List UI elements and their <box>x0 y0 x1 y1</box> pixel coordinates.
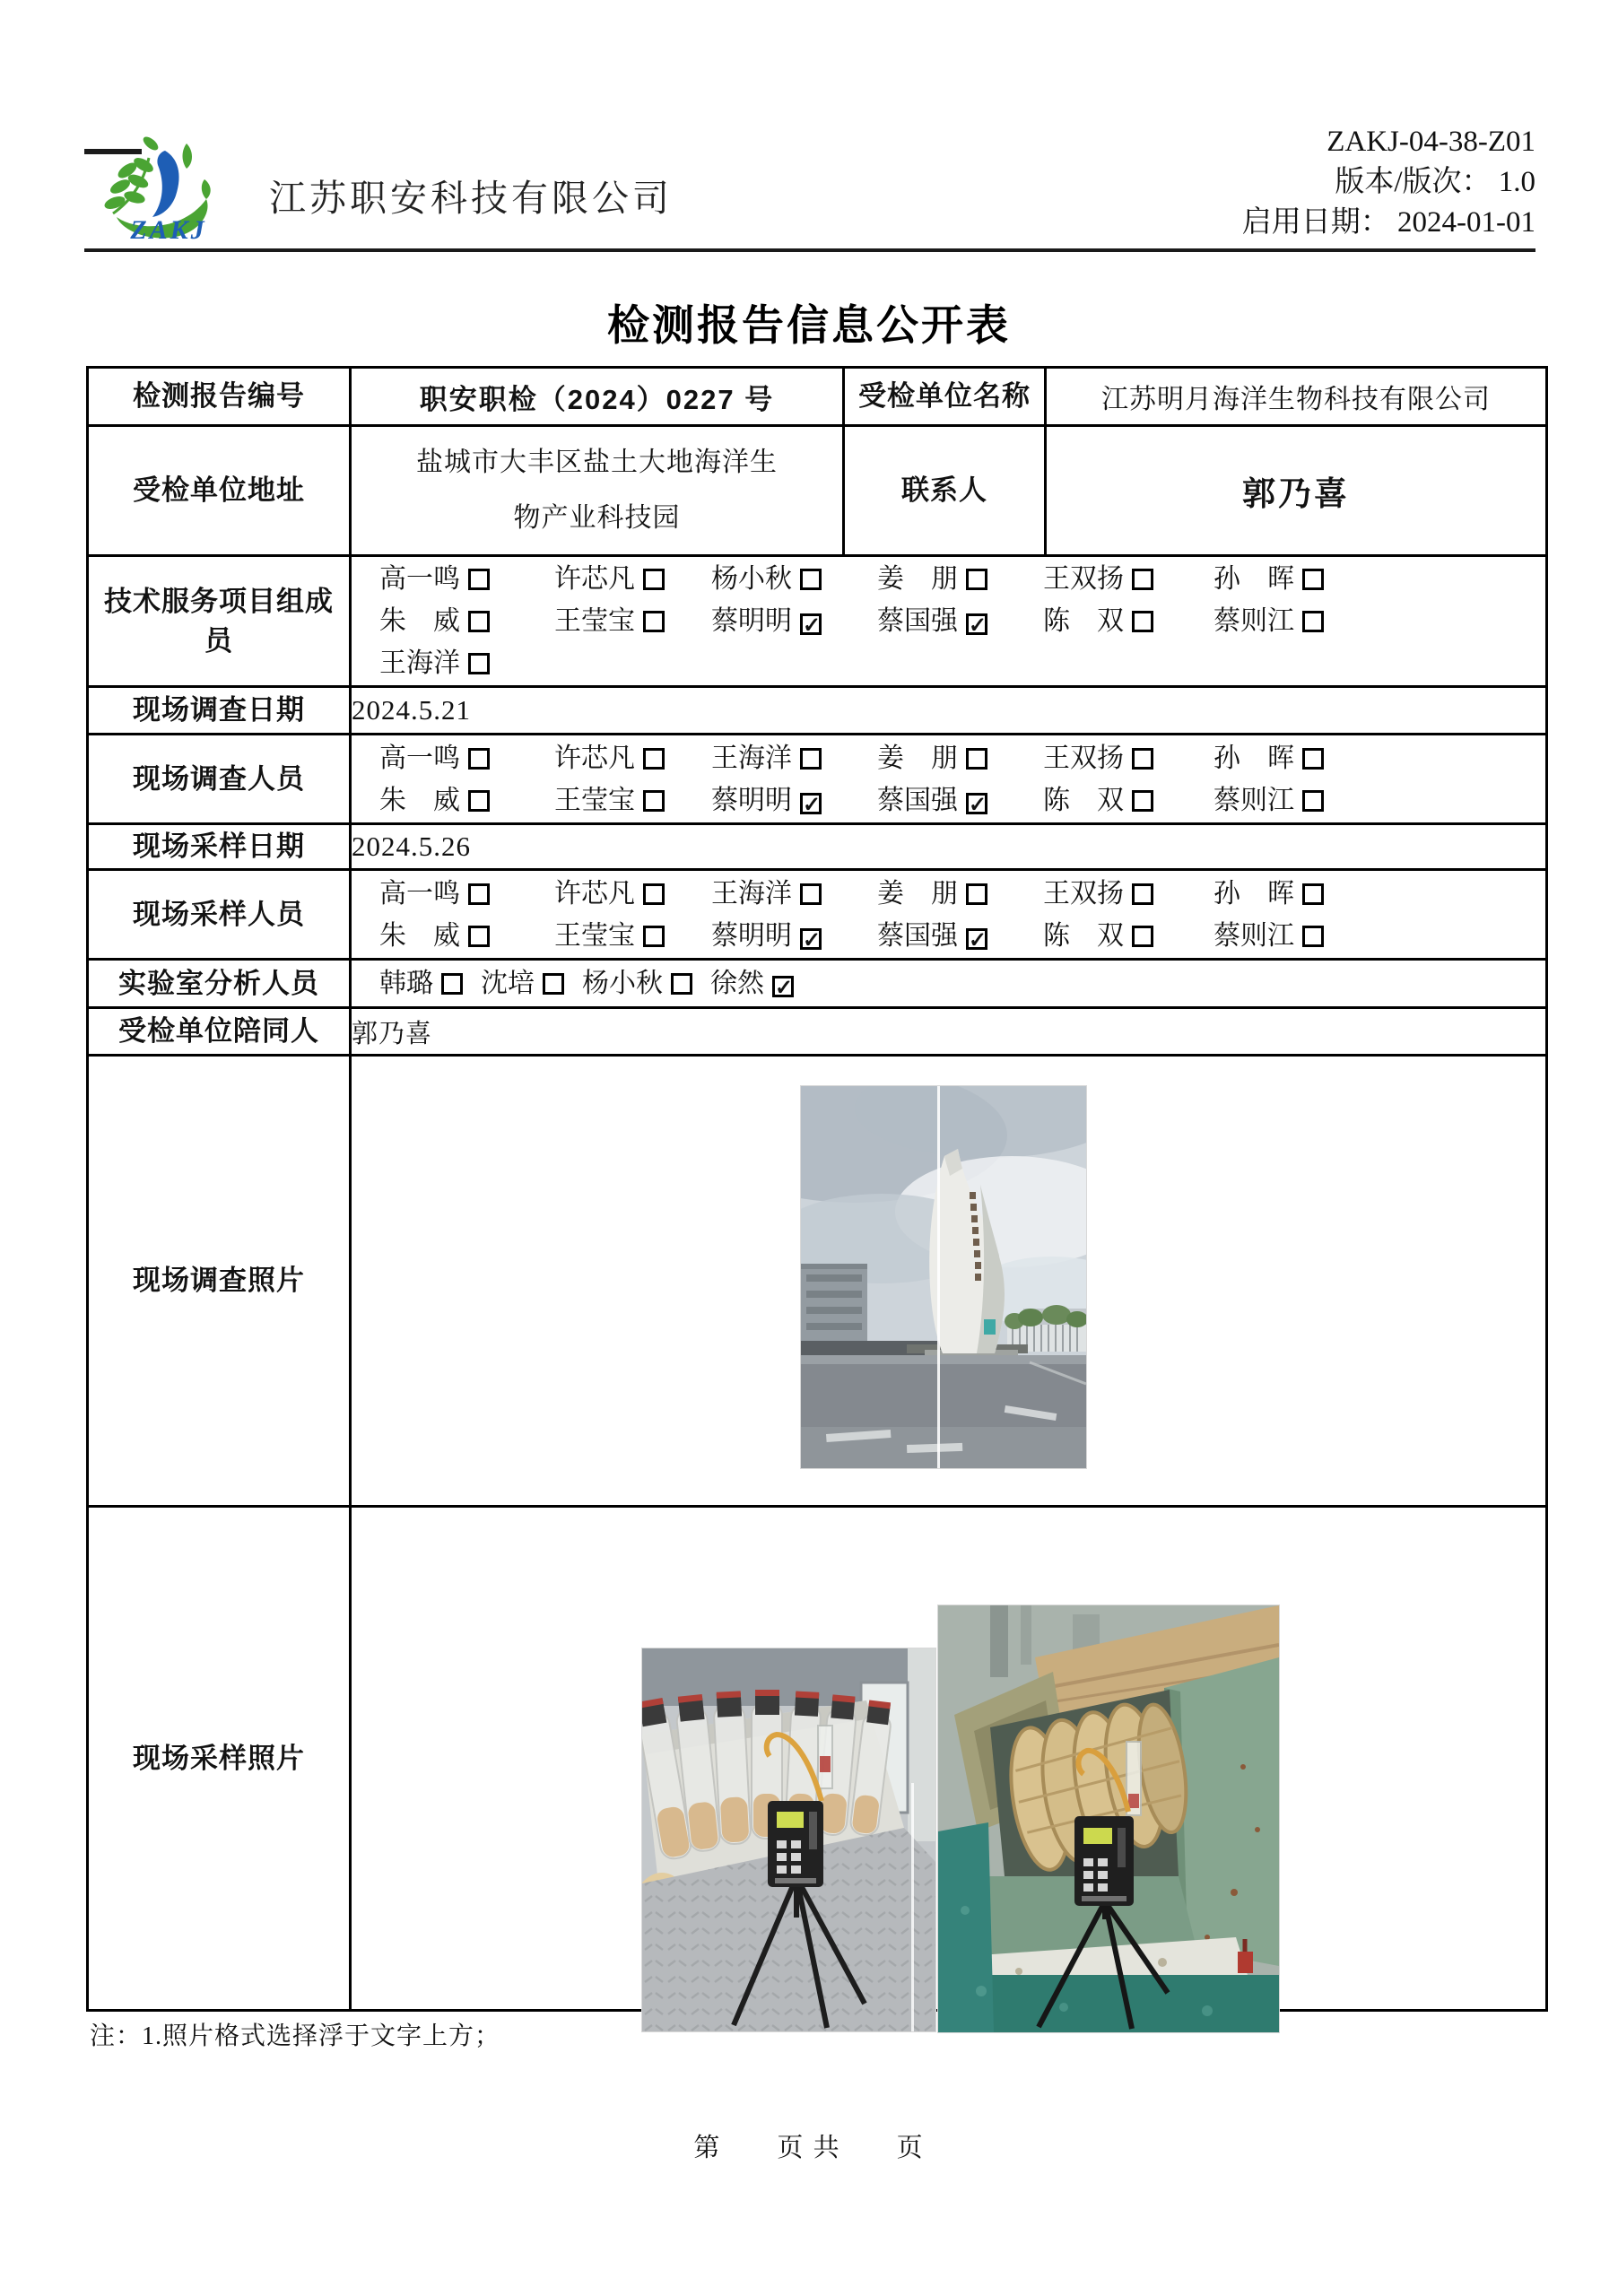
person-name: 姜 朋 <box>877 564 958 594</box>
survey-staff-list <box>352 735 1324 822</box>
survey-date-label: 现场调查日期 <box>89 688 352 733</box>
row-unit-address <box>89 427 1545 557</box>
unit-address-label: 受检单位地址 <box>89 427 352 554</box>
survey-staff-label: 现场调查人员 <box>89 735 352 822</box>
checkbox-empty-icon <box>966 569 987 590</box>
person-name: 蔡国强 <box>877 785 958 815</box>
person-entry <box>554 558 711 600</box>
person-name: 王海洋 <box>711 878 792 909</box>
person-name: 孙 晖 <box>1214 878 1294 909</box>
person-name: 王莹宝 <box>554 606 635 636</box>
person-entry <box>711 737 877 779</box>
person-name: 高一鸣 <box>379 878 460 909</box>
person-entry <box>877 600 1043 642</box>
person-name: 孙 晖 <box>1214 743 1294 773</box>
document-meta <box>1242 122 1535 243</box>
person-entry <box>379 873 554 915</box>
checkbox-checked-icon: ✓ <box>772 976 794 997</box>
team-label: 技术服务项目组成员 <box>89 557 352 685</box>
person-entry <box>582 962 692 1004</box>
person-name: 姜 朋 <box>877 878 958 909</box>
checkbox-empty-icon <box>1132 926 1153 947</box>
doc-version: 版本/版次： 1.0 <box>1335 166 1535 198</box>
chaperone-label: 受检单位陪同人 <box>89 1009 352 1054</box>
team-members-list <box>352 557 1324 685</box>
checkbox-empty-icon <box>643 926 665 947</box>
person-line <box>379 737 1324 779</box>
checkbox-empty-icon <box>468 748 490 770</box>
person-entry <box>877 558 1043 600</box>
person-entry <box>711 915 877 957</box>
footnote: 注：1.照片格式选择浮于文字上方； <box>90 2022 501 2050</box>
checkbox-empty-icon <box>800 569 822 590</box>
checkbox-checked-icon: ✓ <box>966 928 987 950</box>
checkbox-empty-icon <box>643 611 665 632</box>
chaperone-value: 郭乃喜 <box>352 1019 433 1048</box>
person-name: 蔡则江 <box>1214 785 1294 815</box>
header-divider <box>84 248 1535 252</box>
person-entry <box>1214 737 1324 779</box>
checkbox-empty-icon <box>1302 569 1324 590</box>
person-name: 王海洋 <box>379 648 460 678</box>
contact-label: 联系人 <box>845 427 1047 554</box>
person-name: 杨小秋 <box>711 564 792 594</box>
person-line <box>379 642 1324 684</box>
person-name: 许芯凡 <box>554 878 635 909</box>
sampling-photo-bottles <box>642 1648 935 2031</box>
checkbox-empty-icon <box>543 973 564 995</box>
sampling-date-label: 现场采样日期 <box>89 825 352 868</box>
person-entry <box>1043 779 1214 822</box>
checkbox-empty-icon <box>1302 611 1324 632</box>
person-name: 许芯凡 <box>554 564 635 594</box>
checkbox-empty-icon <box>966 748 987 770</box>
checkbox-checked-icon: ✓ <box>966 793 987 814</box>
survey-date-value: 2024.5.21 <box>352 694 471 726</box>
sampling-photo-machine <box>938 1605 1279 2032</box>
sampling-date-value: 2024.5.26 <box>352 831 471 862</box>
checkbox-empty-icon <box>1302 883 1324 905</box>
person-entry <box>877 737 1043 779</box>
row-sampling-staff <box>89 871 1545 961</box>
person-entry <box>379 642 554 684</box>
person-entry <box>1043 600 1214 642</box>
person-name: 蔡明明 <box>711 920 792 951</box>
checkbox-empty-icon <box>1132 611 1153 632</box>
checkbox-checked-icon: ✓ <box>800 613 822 635</box>
person-name: 朱 威 <box>379 785 460 815</box>
checkbox-empty-icon <box>1132 748 1153 770</box>
person-name: 王双扬 <box>1043 564 1124 594</box>
person-entry <box>379 915 554 957</box>
checkbox-checked-icon: ✓ <box>966 613 987 635</box>
person-entry <box>877 915 1043 957</box>
survey-photo-label: 现场调查照片 <box>89 1057 352 1505</box>
person-name: 蔡则江 <box>1214 920 1294 951</box>
person-entry <box>1214 558 1324 600</box>
report-no-value: 职安职检（2024）0227 号 <box>352 369 845 424</box>
person-name: 王海洋 <box>711 743 792 773</box>
row-team <box>89 557 1545 688</box>
person-line <box>379 779 1324 822</box>
logo-text: ZAKJ <box>130 215 207 245</box>
person-name: 陈 双 <box>1043 606 1124 636</box>
person-name: 蔡则江 <box>1214 606 1294 636</box>
person-entry <box>711 779 877 822</box>
checkbox-checked-icon: ✓ <box>800 928 822 950</box>
person-name: 徐然 <box>710 969 764 998</box>
person-name: 许芯凡 <box>554 743 635 773</box>
person-name: 高一鸣 <box>379 743 460 773</box>
person-line <box>379 962 794 1004</box>
person-entry <box>1043 915 1214 957</box>
person-line <box>379 873 1324 915</box>
checkbox-empty-icon <box>468 883 490 905</box>
checkbox-empty-icon <box>1132 790 1153 812</box>
person-name: 朱 威 <box>379 606 460 636</box>
checkbox-empty-icon <box>1302 748 1324 770</box>
contact-value: 郭乃喜 <box>1242 476 1350 513</box>
person-entry <box>1043 737 1214 779</box>
checkbox-empty-icon <box>1302 926 1324 947</box>
lab-staff-list <box>352 961 794 1006</box>
gate-monument-photo-drawing <box>801 1086 1086 1468</box>
person-entry <box>877 873 1043 915</box>
person-name: 陈 双 <box>1043 785 1124 815</box>
person-entry <box>554 915 711 957</box>
row-chaperone <box>89 1009 1545 1057</box>
row-survey-photo <box>89 1057 1545 1508</box>
checkbox-empty-icon <box>643 790 665 812</box>
checkbox-empty-icon <box>643 569 665 590</box>
person-name: 高一鸣 <box>379 564 460 594</box>
person-entry <box>877 779 1043 822</box>
person-line <box>379 915 1324 957</box>
person-name: 姜 朋 <box>877 743 958 773</box>
report-table <box>86 366 1548 2012</box>
person-name: 蔡明明 <box>711 785 792 815</box>
person-entry <box>1214 600 1324 642</box>
person-line <box>379 558 1324 600</box>
person-entry <box>1214 779 1324 822</box>
person-line <box>379 600 1324 642</box>
person-name: 朱 威 <box>379 920 460 951</box>
row-lab-staff <box>89 961 1545 1009</box>
sampling-photo-label: 现场采样照片 <box>89 1508 352 2009</box>
checkbox-empty-icon <box>1132 883 1153 905</box>
unit-name-value: 江苏明月海洋生物科技有限公司 <box>1101 385 1491 414</box>
person-entry <box>711 558 877 600</box>
person-name: 陈 双 <box>1043 920 1124 951</box>
person-name: 沈培 <box>481 969 535 998</box>
checkbox-empty-icon <box>468 790 490 812</box>
person-entry <box>379 600 554 642</box>
person-entry <box>1043 873 1214 915</box>
row-report-no <box>89 369 1545 427</box>
doc-effective-date: 启用日期： 2024-01-01 <box>1241 206 1535 239</box>
row-survey-date <box>89 688 1545 735</box>
person-entry <box>710 962 794 1004</box>
person-entry <box>554 779 711 822</box>
person-name: 孙 晖 <box>1214 564 1294 594</box>
person-entry <box>554 873 711 915</box>
person-entry <box>1214 915 1324 957</box>
sampling-staff-list <box>352 871 1324 958</box>
person-name: 王双扬 <box>1043 878 1124 909</box>
checkbox-empty-icon <box>643 748 665 770</box>
person-name: 韩璐 <box>379 969 433 998</box>
unit-name-label: 受检单位名称 <box>845 369 1047 424</box>
person-entry <box>379 779 554 822</box>
person-entry <box>1214 873 1324 915</box>
report-no-label: 检测报告编号 <box>89 369 352 424</box>
person-entry <box>379 558 554 600</box>
person-entry <box>481 962 564 1004</box>
checkbox-checked-icon: ✓ <box>800 793 822 814</box>
checkbox-empty-icon <box>468 611 490 632</box>
checkbox-empty-icon <box>468 926 490 947</box>
person-name: 蔡国强 <box>877 606 958 636</box>
checkbox-empty-icon <box>1132 569 1153 590</box>
checkbox-empty-icon <box>671 973 692 995</box>
person-name: 王双扬 <box>1043 743 1124 773</box>
person-name: 蔡明明 <box>711 606 792 636</box>
checkbox-empty-icon <box>1302 790 1324 812</box>
row-sampling-photo <box>89 1508 1545 2009</box>
company-gate-photo <box>801 1086 1086 1468</box>
row-survey-staff <box>89 735 1545 825</box>
checkbox-empty-icon <box>441 973 463 995</box>
drum-machine-photo-drawing <box>938 1605 1279 2032</box>
checkbox-empty-icon <box>468 653 490 674</box>
company-name: 江苏职安科技有限公司 <box>269 178 673 219</box>
person-entry <box>554 737 711 779</box>
person-entry <box>711 600 877 642</box>
doc-code: ZAKJ-04-38-Z01 <box>1327 126 1535 158</box>
page-title: 检测报告信息公开表 <box>607 301 1011 349</box>
person-name: 蔡国强 <box>877 920 958 951</box>
person-name: 杨小秋 <box>582 969 663 998</box>
person-name: 王莹宝 <box>554 920 635 951</box>
checkbox-empty-icon <box>643 883 665 905</box>
person-name: 王莹宝 <box>554 785 635 815</box>
lab-staff-label: 实验室分析人员 <box>89 961 352 1006</box>
unit-address-text: 盐城市大丰区盐土大地海洋生物产业科技园 <box>416 448 778 533</box>
row-sampling-date <box>89 825 1545 871</box>
person-entry <box>1043 558 1214 600</box>
page-number-footer: 第 页 共 页 <box>693 2134 925 2162</box>
checkbox-empty-icon <box>800 748 822 770</box>
checkbox-empty-icon <box>966 883 987 905</box>
bottles-sampler-photo-drawing <box>642 1648 935 2031</box>
checkbox-empty-icon <box>468 569 490 590</box>
person-entry <box>379 737 554 779</box>
sampling-staff-label: 现场采样人员 <box>89 871 352 958</box>
person-entry <box>379 962 463 1004</box>
checkbox-empty-icon <box>800 883 822 905</box>
person-entry <box>554 600 711 642</box>
person-entry <box>711 873 877 915</box>
unit-address-value <box>352 427 845 554</box>
